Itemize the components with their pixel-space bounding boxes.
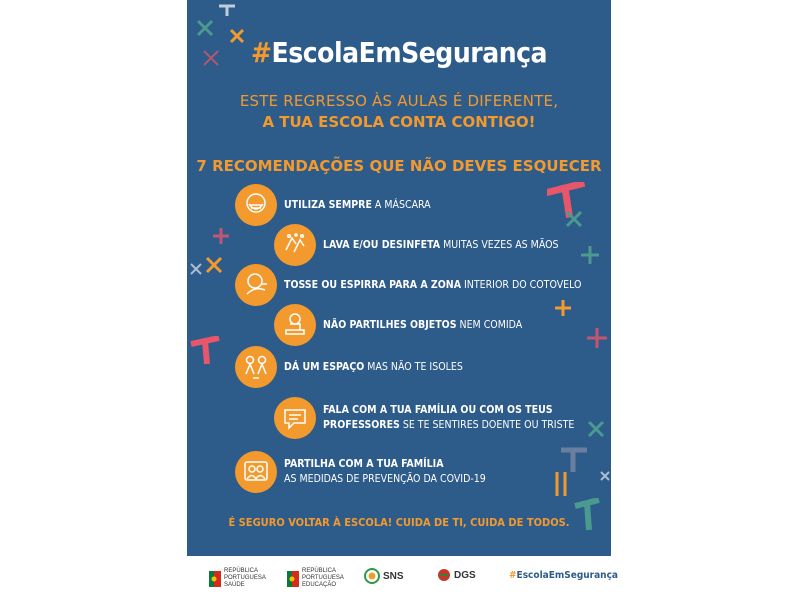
rec-6-bold-2: PROFESSORES — [323, 419, 400, 431]
rec-4-bold: NÃO PARTILHES OBJETOS — [323, 318, 457, 331]
hashtag-symbol: # — [250, 36, 272, 69]
hand-wash-icon — [274, 224, 316, 266]
decorative-cross-icon — [205, 256, 223, 274]
page-title — [187, 36, 611, 69]
flag-icon — [287, 571, 299, 587]
recommendation-item — [235, 346, 463, 388]
rec-7-light-2: AS MEDIDAS DE PREVENÇÃO DA COVID-19 — [284, 473, 486, 485]
rec-2-bold: LAVA E/OU DESINFETA — [323, 238, 441, 251]
footer-message: É SEGURO VOLTAR À ESCOLA! CUIDA DE TI, CUIDA DE TODOS. — [228, 516, 570, 529]
recommendation-item — [274, 224, 559, 266]
decorative-plus-icon — [585, 326, 609, 350]
flag-icon — [209, 571, 221, 587]
sns-emblem-icon — [364, 568, 380, 584]
decorative-cross-icon — [599, 470, 611, 482]
recommendation-item — [274, 397, 574, 439]
logo-strip — [187, 562, 618, 600]
rec-3-light: INTERIOR DO COTOVELO — [461, 278, 582, 291]
republica-portuguesa-saude-logo: REPÚBLICA PORTUGUESA SAÚDE — [209, 568, 266, 589]
rec-5-bold: DÁ UM ESPAÇO — [284, 360, 365, 373]
sns-logo: SNS — [364, 568, 404, 584]
decorative-cross-icon — [565, 210, 583, 228]
distance-icon — [235, 346, 277, 388]
recommendation-item — [274, 304, 522, 346]
dgs-logo: DGS — [437, 568, 476, 582]
family-icon — [235, 451, 277, 493]
dgs-emblem-icon — [437, 568, 451, 582]
decorative-cross-icon — [587, 420, 605, 438]
rec-4-light: NEM COMIDA — [456, 318, 523, 331]
rec-1-bold: UTILIZA SEMPRE — [284, 198, 372, 211]
recommendation-item — [235, 264, 581, 306]
footer-hashtag: #EscolaEmSegurança — [509, 570, 618, 581]
decorative-plus-icon — [211, 226, 231, 246]
decorative-cross-icon — [189, 262, 203, 276]
decorative-t-icon — [189, 336, 223, 368]
rec-3-bold: TOSSE OU ESPIRRA PARA A ZONA — [284, 278, 462, 291]
hashtag-text: EscolaEmSegurança — [271, 36, 548, 69]
rec-2-light: MUITAS VEZES AS MÃOS — [440, 238, 559, 251]
chat-icon — [274, 397, 316, 439]
cough-icon — [235, 264, 277, 306]
rec-7-bold: PARTILHA COM A TUA FAMÍLIA — [284, 458, 444, 470]
subtitle-line-1: ESTE REGRESSO ÀS AULAS É DIFERENTE, — [239, 92, 559, 110]
decorative-cross-icon — [553, 470, 569, 498]
subtitle-line-2: A TUA ESCOLA CONTA CONTIGO! — [262, 113, 536, 131]
recommendation-item — [235, 184, 431, 226]
rec-1-light: A MÁSCARA — [371, 198, 431, 211]
rec-5-light: MAS NÃO TE ISOLES — [364, 360, 463, 373]
recommendation-item — [235, 451, 486, 493]
republica-portuguesa-educacao-logo: REPÚBLICA PORTUGUESA EDUCAÇÃO — [287, 568, 344, 589]
decorative-cross-icon — [195, 18, 215, 38]
decorative-cross-icon — [217, 2, 237, 18]
mask-icon — [235, 184, 277, 226]
recommendations-heading: 7 RECOMENDAÇÕES QUE NÃO DEVES ESQUECER — [196, 157, 602, 175]
rec-6-light-2: SE TE SENTIRES DOENTE OU TRISTE — [399, 419, 575, 431]
decorative-cross-icon — [579, 244, 601, 266]
no-share-icon — [274, 304, 316, 346]
rec-6-bold: FALA COM A TUA FAMÍLIA OU COM OS TEUS — [323, 404, 553, 416]
poster — [187, 0, 611, 556]
